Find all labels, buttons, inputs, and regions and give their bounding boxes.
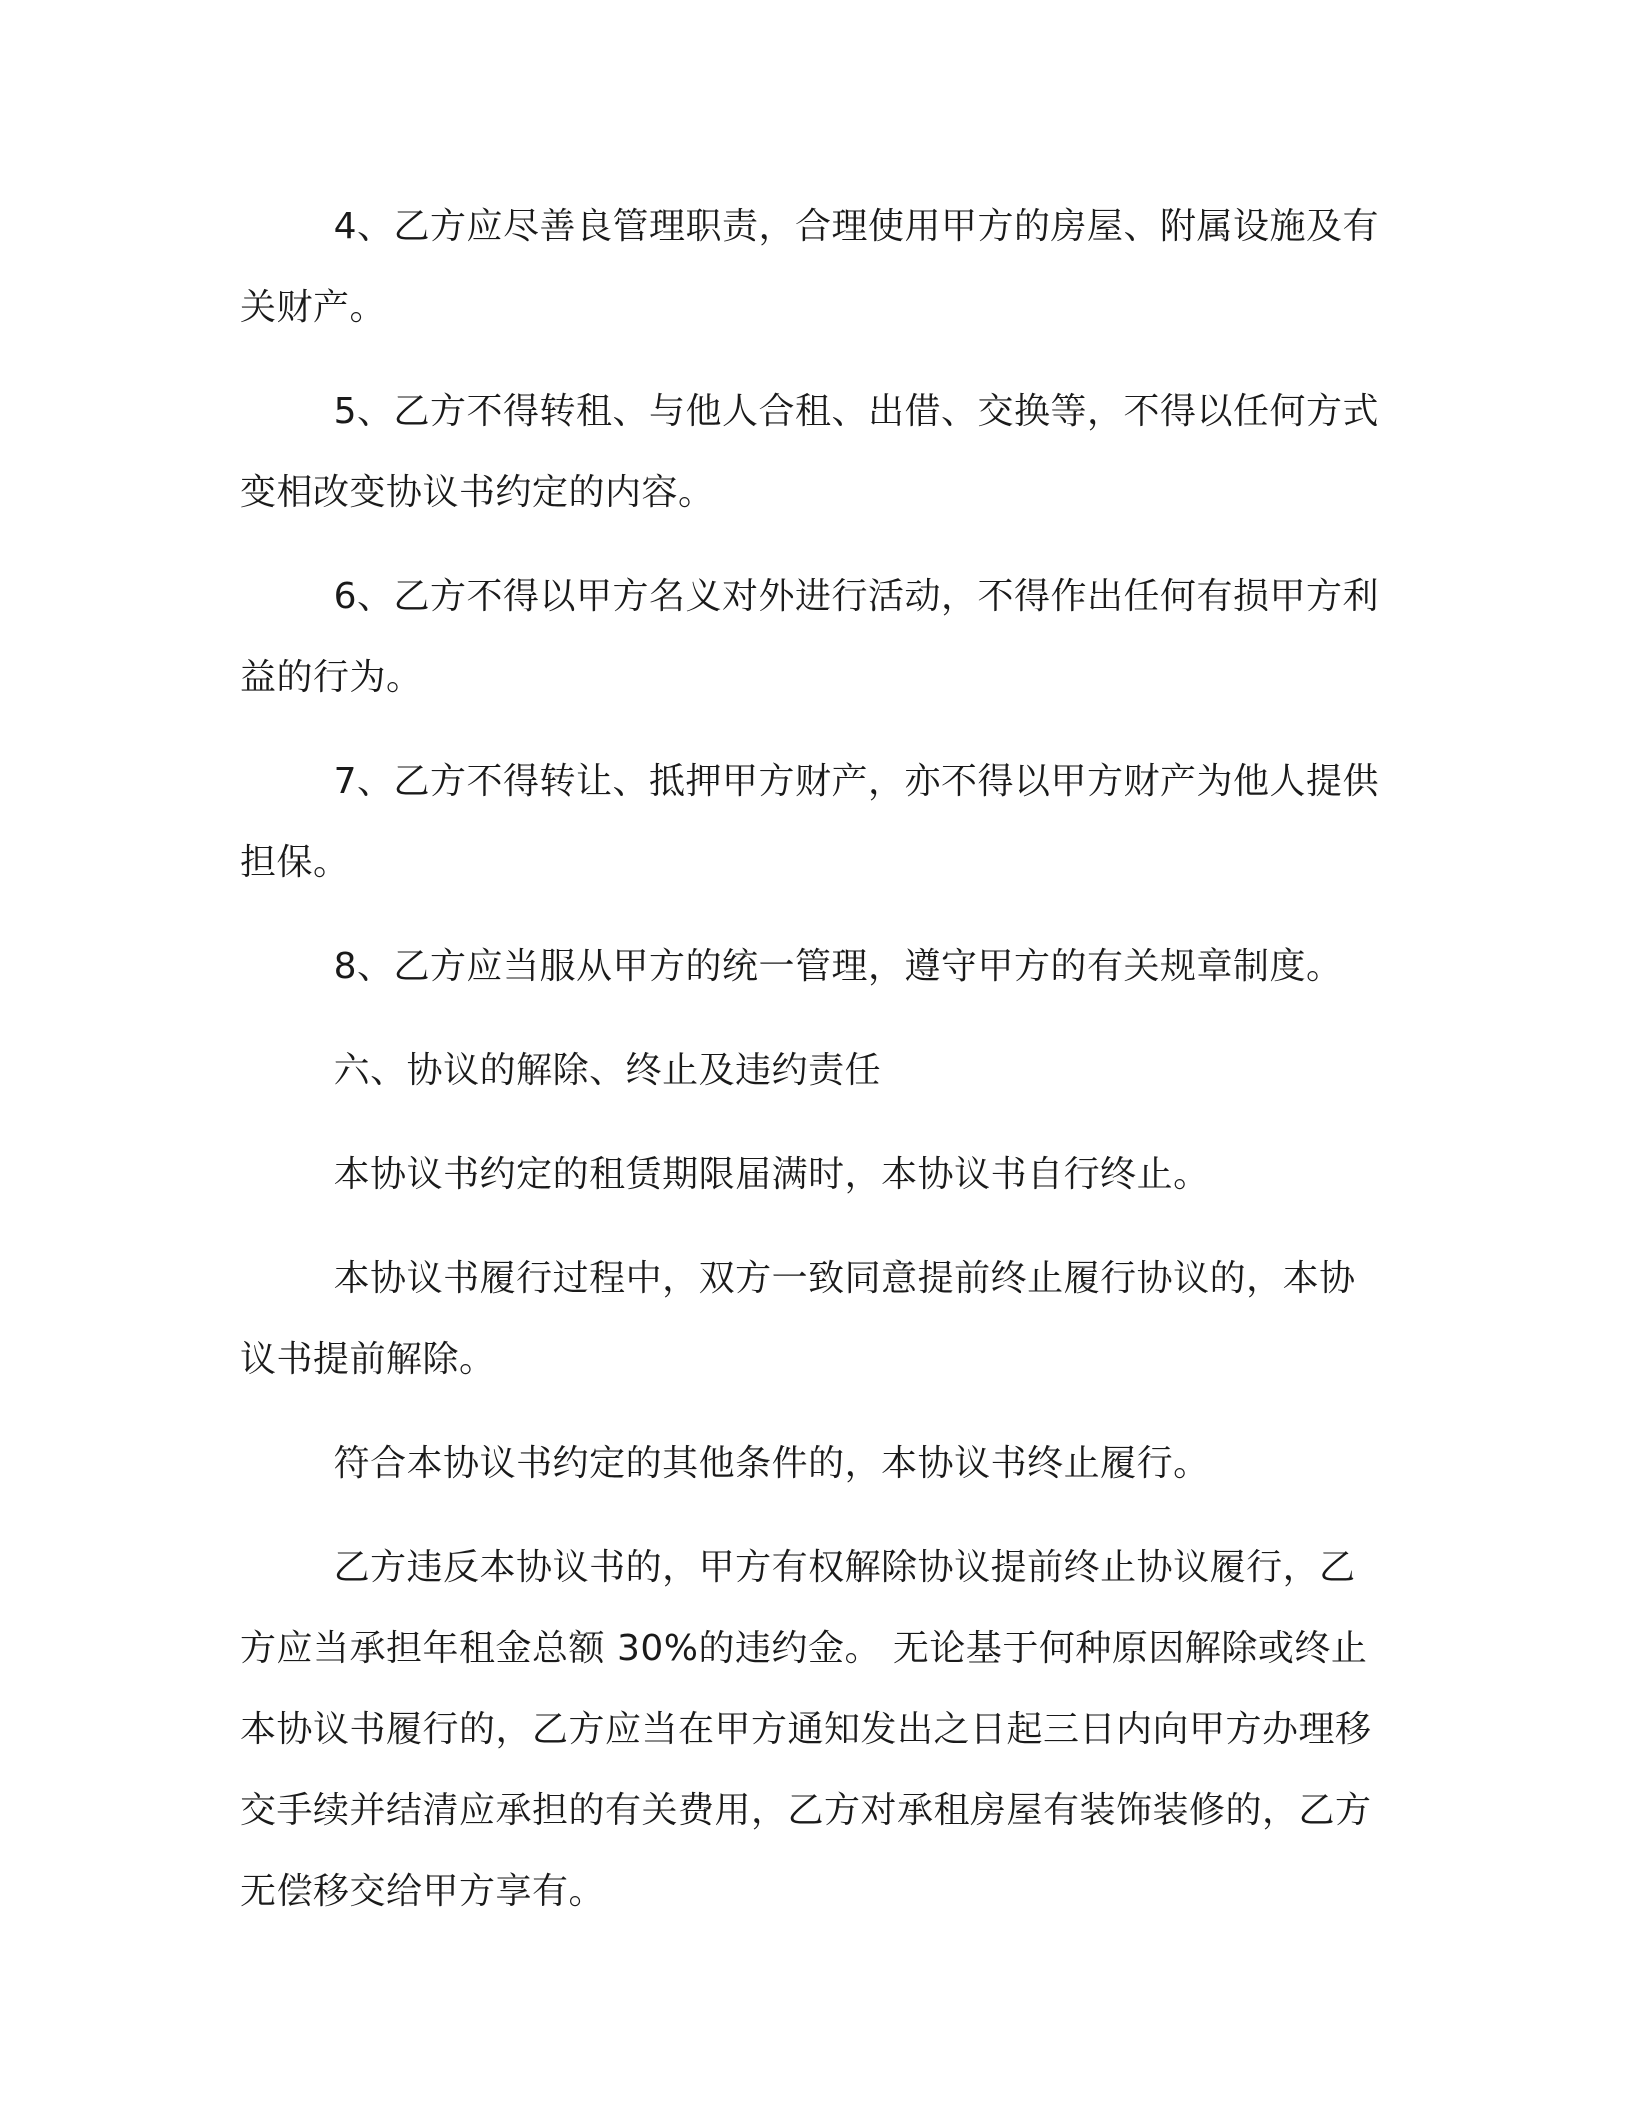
clause-6: 6、乙方不得以甲方名义对外进行活动，不得作出任何有损甲方利益的行为。 xyxy=(240,576,1379,698)
paragraph-mutual-termination: 本协议书履行过程中，双方一致同意提前终止履行协议的，本协议书提前解除。 xyxy=(240,1258,1356,1380)
clause-5: 5、乙方不得转租、与他人合租、出借、交换等，不得以任何方式变相改变协议书约定的内容。 xyxy=(240,391,1379,513)
section-heading: 六、协议的解除、终止及违约责任 xyxy=(333,1050,882,1091)
clause-7: 7、乙方不得转让、抵押甲方财产，亦不得以甲方财产为他人提供担保。 xyxy=(240,761,1379,883)
clause-8: 8、乙方应当服从甲方的统一管理，遵守甲方的有关规章制度。 xyxy=(333,946,1343,987)
paragraph-other-conditions: 符合本协议书约定的其他条件的，本协议书终止履行。 xyxy=(333,1443,1210,1484)
clause-4: 4、乙方应尽善良管理职责，合理使用甲方的房屋、附属设施及有关财产。 xyxy=(240,206,1379,328)
paragraph-expiry: 本协议书约定的租赁期限届满时，本协议书自行终止。 xyxy=(333,1154,1210,1195)
document-body xyxy=(240,186,1390,1955)
paragraph-breach-liability: 乙方违反本协议书的，甲方有权解除协议提前终止协议履行，乙方应当承担年租金总额 30%的违约金。 无论基于何种原因解除或终止本协议书履行的，乙方应当在甲方通知发出之日起三日内向甲方办理移交手续并结清应承担的有关费用，乙方对承租房屋有装饰装修的，乙方无偿移交给甲方享有。 xyxy=(240,1547,1372,1912)
